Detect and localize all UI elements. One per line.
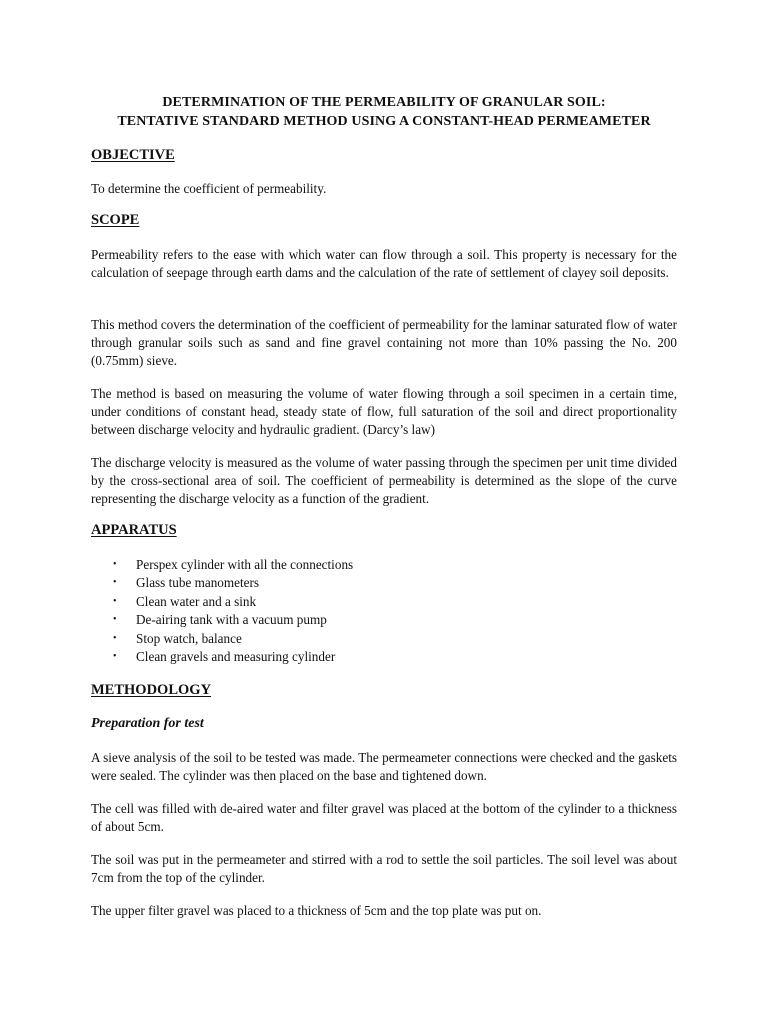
bullet-icon: • [113, 577, 117, 589]
list-item: • Stop watch, balance [113, 630, 353, 648]
bullet-icon: • [113, 614, 117, 626]
objective-heading: OBJECTIVE [91, 147, 175, 163]
scope-heading: SCOPE [91, 212, 140, 228]
bullet-icon: • [113, 595, 117, 607]
bullet-icon: • [113, 650, 117, 662]
scope-paragraph-4: The discharge velocity is measured as the volume of water passing through the specimen per unit time divided by the cross-sectional area of soil. The coefficient of permeability is determined as the slope of the curve representing the discharge velocity as a function of the gradient. [91, 455, 677, 506]
apparatus-heading: APPARATUS [91, 522, 177, 538]
list-item: • De-airing tank with a vacuum pump [113, 611, 353, 629]
list-item: • Clean water and a sink [113, 593, 353, 611]
bullet-icon: • [113, 632, 117, 644]
scope-paragraph-1: Permeability refers to the ease with which water can flow through a soil. This property is necessary for the calculation of seepage through earth dams and the calculation of the rate of settlement of clayey soil deposits. [91, 247, 677, 280]
methodology-paragraph-3: The soil was put in the permeameter and stirred with a rod to settle the soil particles. The soil level was about 7cm from the top of the cylinder. [91, 852, 677, 885]
bullet-icon: • [113, 559, 117, 570]
list-item: • Perspex cylinder with all the connections [113, 556, 353, 574]
list-item: • Clean gravels and measuring cylinder [113, 648, 353, 666]
list-item: • Glass tube manometers [113, 574, 353, 592]
methodology-paragraph-1: A sieve analysis of the soil to be tested was made. The permeameter connections were checked and the gaskets were sealed. The cylinder was then placed on the base and tightened down. [91, 750, 677, 783]
apparatus-list [113, 556, 353, 666]
document-title-line-2: TENTATIVE STANDARD METHOD USING A CONSTANT-HEAD PERMEAMETER [117, 114, 651, 129]
objective-text: To determine the coefficient of permeability. [91, 181, 327, 196]
preparation-subheading: Preparation for test [91, 716, 204, 731]
methodology-heading: METHODOLOGY [91, 682, 212, 698]
scope-paragraph-2: This method covers the determination of the coefficient of permeability for the laminar saturated flow of water through granular soils such as sand and fine gravel containing not more than 10% passing the No. 200 (0.75mm) sieve. [91, 317, 677, 368]
methodology-paragraph-4: The upper filter gravel was placed to a thickness of 5cm and the top plate was put on. [91, 903, 542, 918]
document-title-line-1: DETERMINATION OF THE PERMEABILITY OF GRANULAR SOIL: [162, 95, 606, 110]
scope-paragraph-3: The method is based on measuring the volume of water flowing through a soil specimen in a certain time, under conditions of constant head, steady state of flow, full saturation of the soil and direct proportionality between discharge velocity and hydraulic gradient. (Darcy’s law) [91, 386, 677, 437]
methodology-paragraph-2: The cell was filled with de-aired water and filter gravel was placed at the bottom of the cylinder to a thickness of about 5cm. [91, 801, 677, 834]
